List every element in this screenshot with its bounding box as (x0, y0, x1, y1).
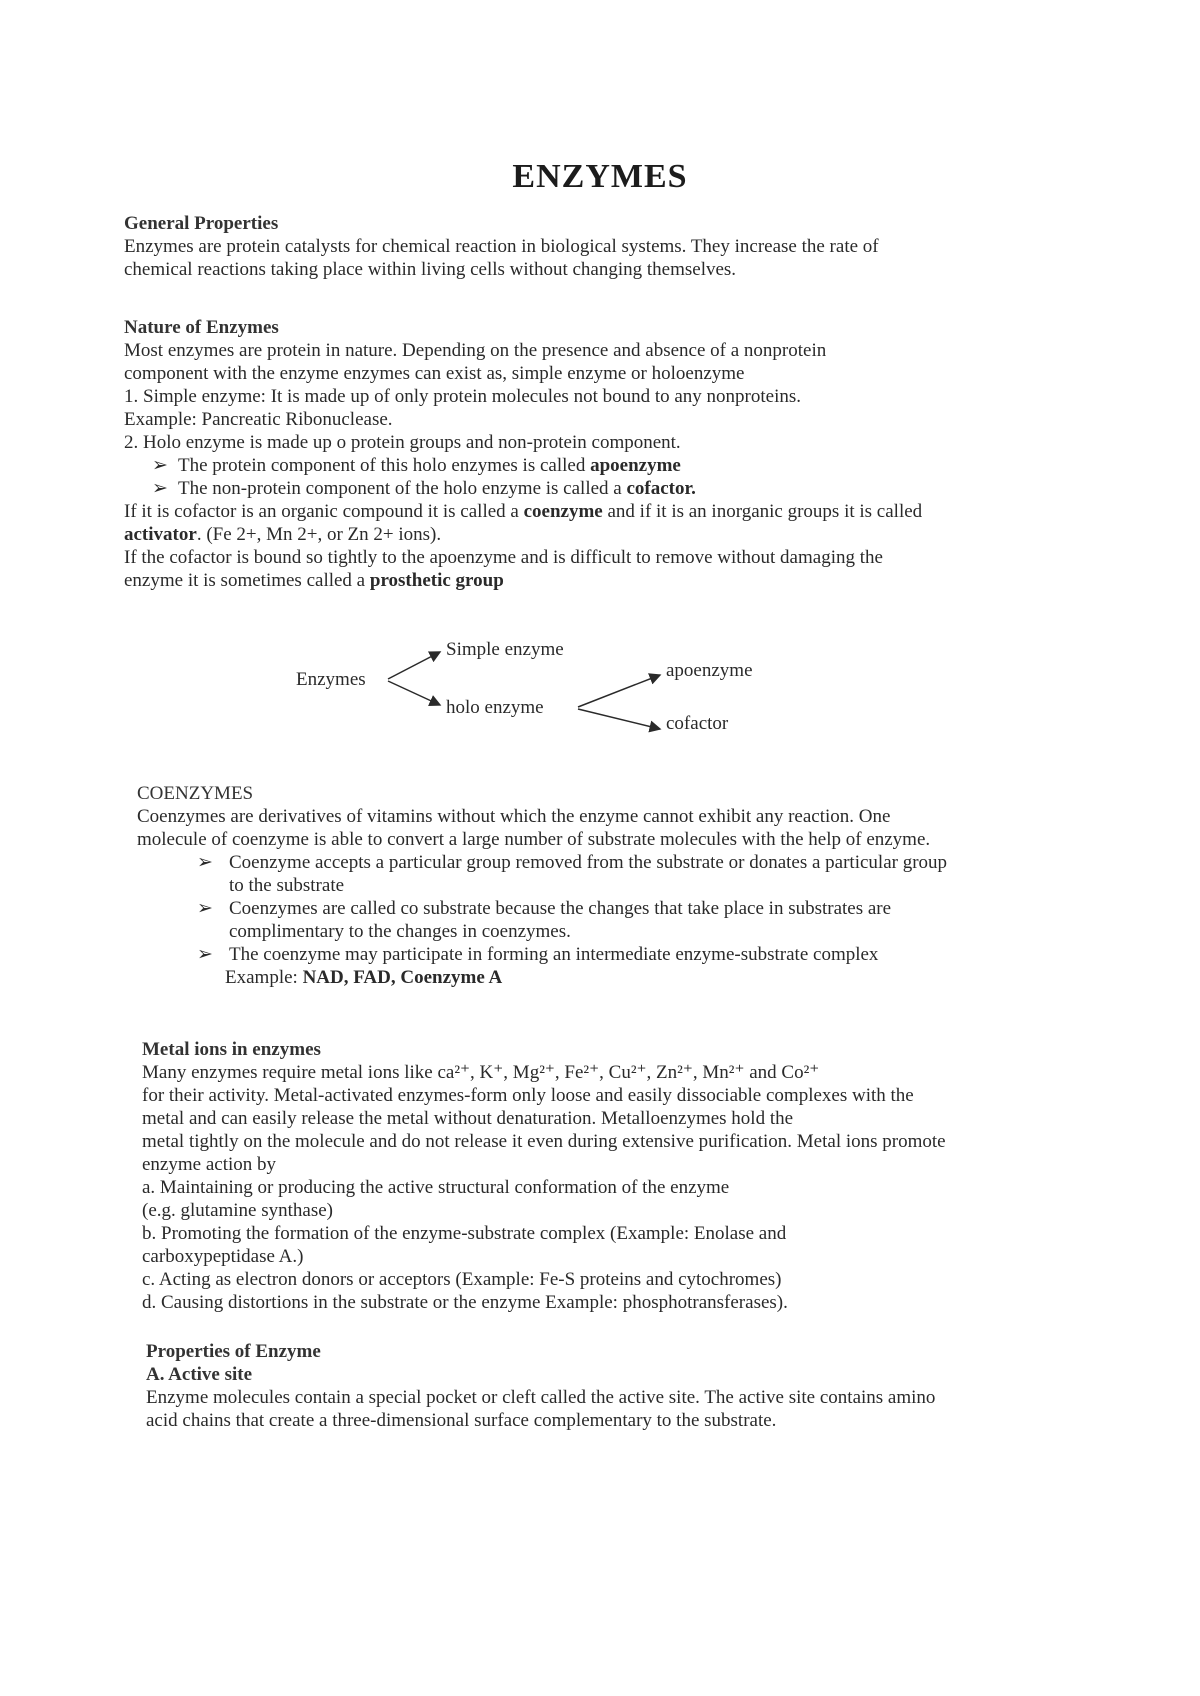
nature-line-2: component with the enzyme enzymes can exist as, simple enzyme or holoenzyme (124, 363, 745, 384)
general-properties-section (124, 212, 879, 281)
metal-line-2: metal and can easily release the metal without denaturation. Metalloenzymes hold the (142, 1108, 794, 1129)
prosthetic-term: prosthetic group (369, 570, 504, 591)
diagram-root-label: Enzymes (296, 669, 366, 690)
coenzyme-example-values: NAD, FAD, Coenzyme A (302, 967, 503, 988)
coenzymes-section (137, 782, 947, 989)
arrow-bullet-icon: ➢ (197, 944, 213, 965)
metal-line-6: (e.g. glutamine synthase) (142, 1200, 334, 1221)
diagram-apoenzyme-label: apoenzyme (666, 660, 753, 681)
general-properties-heading: General Properties (124, 213, 279, 234)
metal-line-5: a. Maintaining or producing the active structural conformation of the enzyme (142, 1177, 730, 1198)
diagram-cofactor-label: cofactor (666, 713, 729, 734)
apoenzyme-bullet (124, 454, 922, 477)
general-line-1: Enzymes are protein catalysts for chemical reaction in biological systems. They increase the rate of (124, 236, 879, 257)
arrow-bullet-icon: ➢ (197, 898, 213, 919)
properties-line-2: acid chains that create a three-dimensional surface complementary to the substrate. (146, 1410, 777, 1431)
prosthetic-line-2 (124, 569, 922, 592)
coenzyme-bullet-1 (137, 851, 947, 874)
nature-section (124, 316, 922, 592)
page-title: ENZYMES (512, 158, 688, 195)
coenzyme-example (137, 966, 947, 989)
general-line-2: chemical reactions taking place within living cells without changing themselves. (124, 259, 737, 280)
arrow-bullet-icon: ➢ (152, 455, 168, 476)
apoenzyme-term: apoenzyme (590, 455, 681, 476)
cofactor-type-text-a: If it is cofactor is an organic compound it is called a (124, 501, 524, 522)
coenzyme-bullet-3 (137, 943, 947, 966)
arrow-bullet-icon: ➢ (197, 852, 213, 873)
nature-line-1: Most enzymes are protein in nature. Depending on the presence and absence of a nonprotein (124, 340, 827, 361)
metal-line-3: metal tightly on the molecule and do not release it even during extensive purification. Metal ions promote (142, 1131, 946, 1152)
coenzyme-bullet-1-line-2: to the substrate (229, 875, 345, 896)
metal-line-7: b. Promoting the formation of the enzyme-substrate complex (Example: Enolase and (142, 1223, 787, 1244)
properties-section (146, 1340, 935, 1432)
diagram-arrow-simple (388, 652, 440, 679)
coenzymes-line-2: molecule of coenzyme is able to convert a large number of substrate molecules with the help of enzyme. (137, 829, 931, 850)
coenzyme-bullet-2-line-1: Coenzymes are called co substrate because the changes that take place in substrates are (229, 898, 892, 919)
coenzyme-bullet-2-line-2: complimentary to the changes in coenzymes. (229, 921, 571, 942)
cofactor-type-text-c: and if it is an inorganic groups it is called (602, 501, 923, 522)
coenzyme-bullet-1-line-1: Coenzyme accepts a particular group removed from the substrate or donates a particular group (229, 852, 948, 873)
metal-ions-heading: Metal ions in enzymes (142, 1039, 321, 1060)
apoenzyme-bullet-text: The protein component of this holo enzymes is called (178, 455, 591, 476)
nature-heading: Nature of Enzymes (124, 317, 279, 338)
metal-line-8: carboxypeptidase A.) (142, 1246, 304, 1267)
metal-line-10: d. Causing distortions in the substrate or the enzyme Example: phosphotransferases). (142, 1292, 788, 1313)
diagram-arrow-apo (578, 675, 660, 707)
cofactor-type-line (124, 500, 922, 523)
cofactor-bullet (124, 477, 922, 500)
cofactor-term: cofactor. (626, 478, 696, 499)
diagram-arrow-holo (388, 681, 440, 705)
coenzyme-term: coenzyme (523, 501, 603, 522)
coenzyme-example-label: Example: (225, 967, 303, 988)
metal-intro-line: Many enzymes require metal ions like ca²⁺, K⁺, Mg²⁺, Fe²⁺, Cu²⁺, Zn²⁺, Mn²⁺ and Co²⁺ (142, 1062, 820, 1083)
activator-term: activator (124, 524, 197, 545)
metal-line-1: for their activity. Metal-activated enzymes-form only loose and easily dissociable complexes with the (142, 1085, 914, 1106)
coenzyme-bullet-3-text: The coenzyme may participate in forming an intermediate enzyme-substrate complex (229, 944, 879, 965)
diagram-simple-label: Simple enzyme (446, 639, 564, 660)
metal-line-9: c. Acting as electron donors or acceptors (Example: Fe-S proteins and cytochromes) (142, 1269, 782, 1290)
cofactor-bullet-text: The non-protein component of the holo enzyme is called a (178, 478, 627, 499)
enzyme-classification-diagram (0, 625, 1200, 735)
properties-heading: Properties of Enzyme (146, 1341, 321, 1362)
metal-ions-section (142, 1038, 946, 1314)
coenzyme-bullet-2 (137, 897, 947, 920)
coenzymes-line-1: Coenzymes are derivatives of vitamins without which the enzyme cannot exhibit any reaction. One (137, 806, 891, 827)
activator-line (124, 523, 922, 546)
diagram-holo-label: holo enzyme (446, 697, 544, 718)
metal-line-4: enzyme action by (142, 1154, 277, 1175)
activator-text: . (Fe 2+, Mn 2+, or Zn 2+ ions). (196, 524, 442, 545)
prosthetic-text: enzyme it is sometimes called a (124, 570, 370, 591)
properties-line-1: Enzyme molecules contain a special pocket or cleft called the active site. The active site contains amino (146, 1387, 936, 1408)
diagram-arrow-cofactor (578, 709, 660, 729)
nature-line-3: 1. Simple enzyme: It is made up of only protein molecules not bound to any nonproteins. (124, 386, 802, 407)
coenzymes-heading: COENZYMES (137, 783, 254, 804)
arrow-bullet-icon: ➢ (152, 478, 168, 499)
active-site-heading: A. Active site (146, 1364, 253, 1385)
prosthetic-line-1: If the cofactor is bound so tightly to the apoenzyme and is difficult to remove without damaging the (124, 547, 883, 568)
nature-line-4: Example: Pancreatic Ribonuclease. (124, 409, 393, 430)
nature-line-5: 2. Holo enzyme is made up o protein groups and non-protein component. (124, 432, 681, 453)
